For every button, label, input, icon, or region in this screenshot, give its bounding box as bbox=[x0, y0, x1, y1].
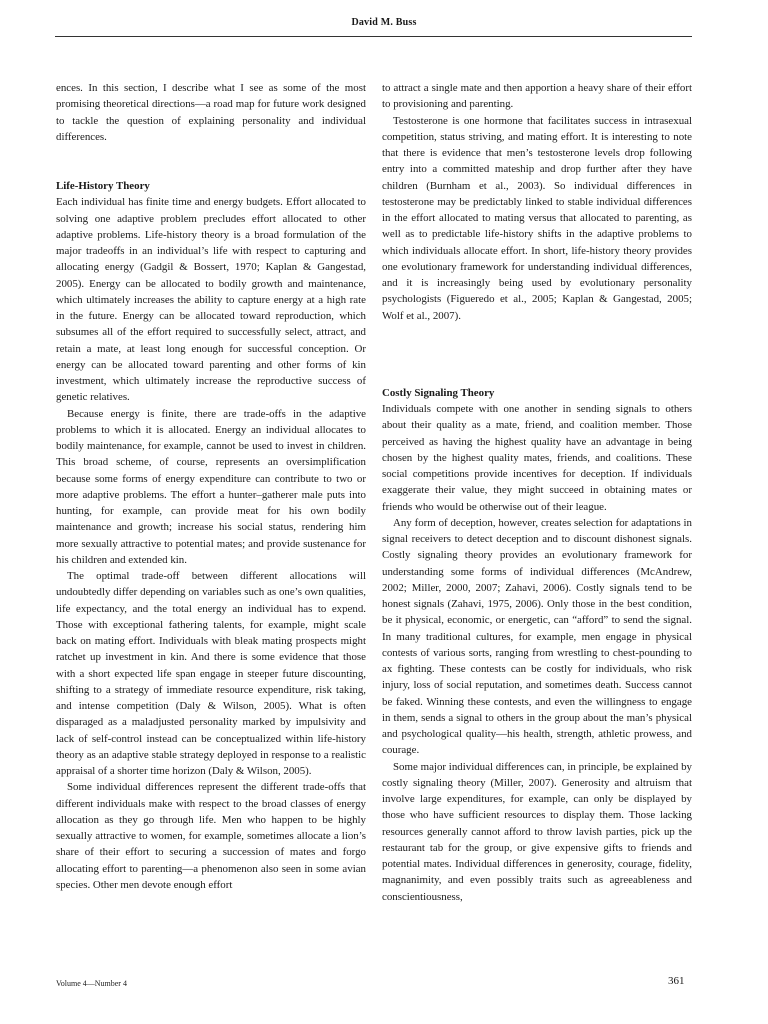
left-paragraph-1: Each individual has finite time and energy budgets. Effort allocated to solving one adaptive problem precludes effort allocated to other adaptive problems. Life-history theory is a broad formulation of the major tradeoffs in an individual’s life with respect to capturing and allocating energy (Gadgil & Bossert, 1970; Kaplan & Gangestad, 2005). Energy can be allocated to bodily growth and maintenance, which ultimately increases the ability to capture energy at a high rate in the future. Energy can be allocated toward reproduction, which subsumes all of the effort required to successfully select, attract, and retain a mate, at least long enough for successful conception. Or energy can be allocated toward parenting and other forms of kin investment, which ultimately increase the reproductive success of genetic relatives. bbox=[56, 196, 366, 404]
running-head: David M. Buss bbox=[351, 17, 417, 28]
left-paragraph-2: Because energy is finite, there are trade-offs in the adaptive problems to which it is allocated. Energy an individual allocates to bodily maintenance, for example, cannot be used to invest in children. This broad scheme, of course, represents an oversimplification because some forms of energy expenditure can contribute to two or more adaptive problems. The effort a hunter–gatherer male puts into hunting, for example, can provide meat for his own bodily maintenance and growth; increase his social status, rendering him more sexually attractive to potential mates; and provide sustenance for his children and extended kin. bbox=[56, 407, 366, 566]
right-column bbox=[382, 80, 692, 905]
left-paragraph-3: The optimal trade-off between different allocations will undoubtedly differ depending on variables such as one’s own qualities, life expectancy, and the total energy an individual has to expend. Those with exceptional fathering talents, for example, might scale back on mating effort. Individuals with bleak mating prospects might ratchet up investment in kin. And there is some evidence that those with a short expected life span engage in steeper future discounting, shifting to a strategy of immediate resource expenditure, risk taking, and intense competition (Daly & Wilson, 2005). What is often disparaged as a maladjusted personality marked by impulsivity and lack of self-control instead can be conceptualized within life-history theory as an adaptive stable strategy deployed in response to a realistic appraisal of a shorter time horizon (Daly & Wilson, 2005). bbox=[56, 570, 366, 777]
section-heading-costly-signaling: Costly Signaling Theory bbox=[382, 386, 495, 399]
right-paragraph-3: Individuals compete with one another in sending signals to others about their quality as a mate, friend, and coalition member. Those perceived as having the highest quality have an advantage in being chosen by the highest quality mates, friends, and coalitions. These social competitions provide incentives for deception. If individuals exaggerate their value, they might succeed in obtaining mates or friends who would be otherwise out of their league. bbox=[382, 403, 692, 513]
page-number: 361 bbox=[668, 975, 685, 987]
section-heading-life-history: Life-History Theory bbox=[56, 180, 150, 192]
right-paragraph-2: Testosterone is one hormone that facilitates success in intrasexual competition, status striving, and mating effort. It is interesting to note that there is evidence that men’s testosterone levels drop following entry into a committed mateship and drop further after they have children (Burnham et al., 2003). So individual differences in testosterone may be predictably linked to stable individual differences in the effort allocated to mating versus that allocated to parenting, as well as to predictable life-history shifts in the adaptive problems to which individuals allocate effort. In short, life-history theory provides one evolutionary framework for understanding individual differences, and it is increasingly being used by evolutionary personality psychologists (Figueredo et al., 2005; Kaplan & Gangestad, 2005; Wolf et al., 2007). bbox=[382, 114, 692, 322]
left-column bbox=[56, 80, 366, 893]
right-paragraph-1: to attract a single mate and then apportion a heavy share of their effort to provisioning and parenting. bbox=[382, 82, 692, 111]
right-paragraph-4: Any form of deception, however, creates selection for adaptations in signal receivers to detect deception and to discount dishonest signals. Costly signaling theory provides an evolutionary framework for understanding some forms of individual differences (McAndrew, 2002; Miller, 2000, 2007; Zahavi, 2006). Costly signals tend to be honest signals (Zahavi, 1975, 2006). Only those in the best condition, be it physical, economic, or energetic, can “afford” to send the signal. In many traditional cultures, for example, men engage in physical contests of various sorts, ranging from wrestling to chest-pounding to ax fighting. These contests can be costly for individuals, who risk injury, loss of social reputation, and sometimes death. Success cannot be faked. Winning these contests, and even the willingness to engage in them, sends a signal to others in the group about the man’s physical and psychological quality—his health, strength, athletic prowess, and courage. bbox=[382, 516, 692, 757]
footer-volume: Volume 4—Number 4 bbox=[56, 979, 127, 988]
header-rule bbox=[55, 36, 692, 37]
left-paragraph-4: Some individual differences represent the different trade-offs that different individuals make with respect to the broad classes of energy allocation as they go through life. Men who happen to be highly sexually attractive to women, for example, sometimes allocate a lion’s share of their effort to securing a succession of mates and forgo allocating effort to parenting—a phenomenon also seen in some avian species. Other men devote enough effort bbox=[56, 781, 366, 891]
left-intro-paragraph: ences. In this section, I describe what I see as some of the most promising theoretical directions—a road map for future work designed to tackle the question of explaining personality and individual differences. bbox=[56, 82, 366, 143]
right-paragraph-5: Some major individual differences can, in principle, be explained by costly signaling theory (Miller, 2007). Generosity and altruism that involve large expenditures, for example, can only be displayed by those who have sufficient resources to display them. Those lacking resources generally cannot afford to throw lavish parties, pick up the restaurant tab for the group, or give expensive gifts to friends and potential mates. Individual differences in generosity, courage, fidelity, magnanimity, and even possibly traits such as agreeableness and conscientiousness, bbox=[382, 760, 692, 903]
